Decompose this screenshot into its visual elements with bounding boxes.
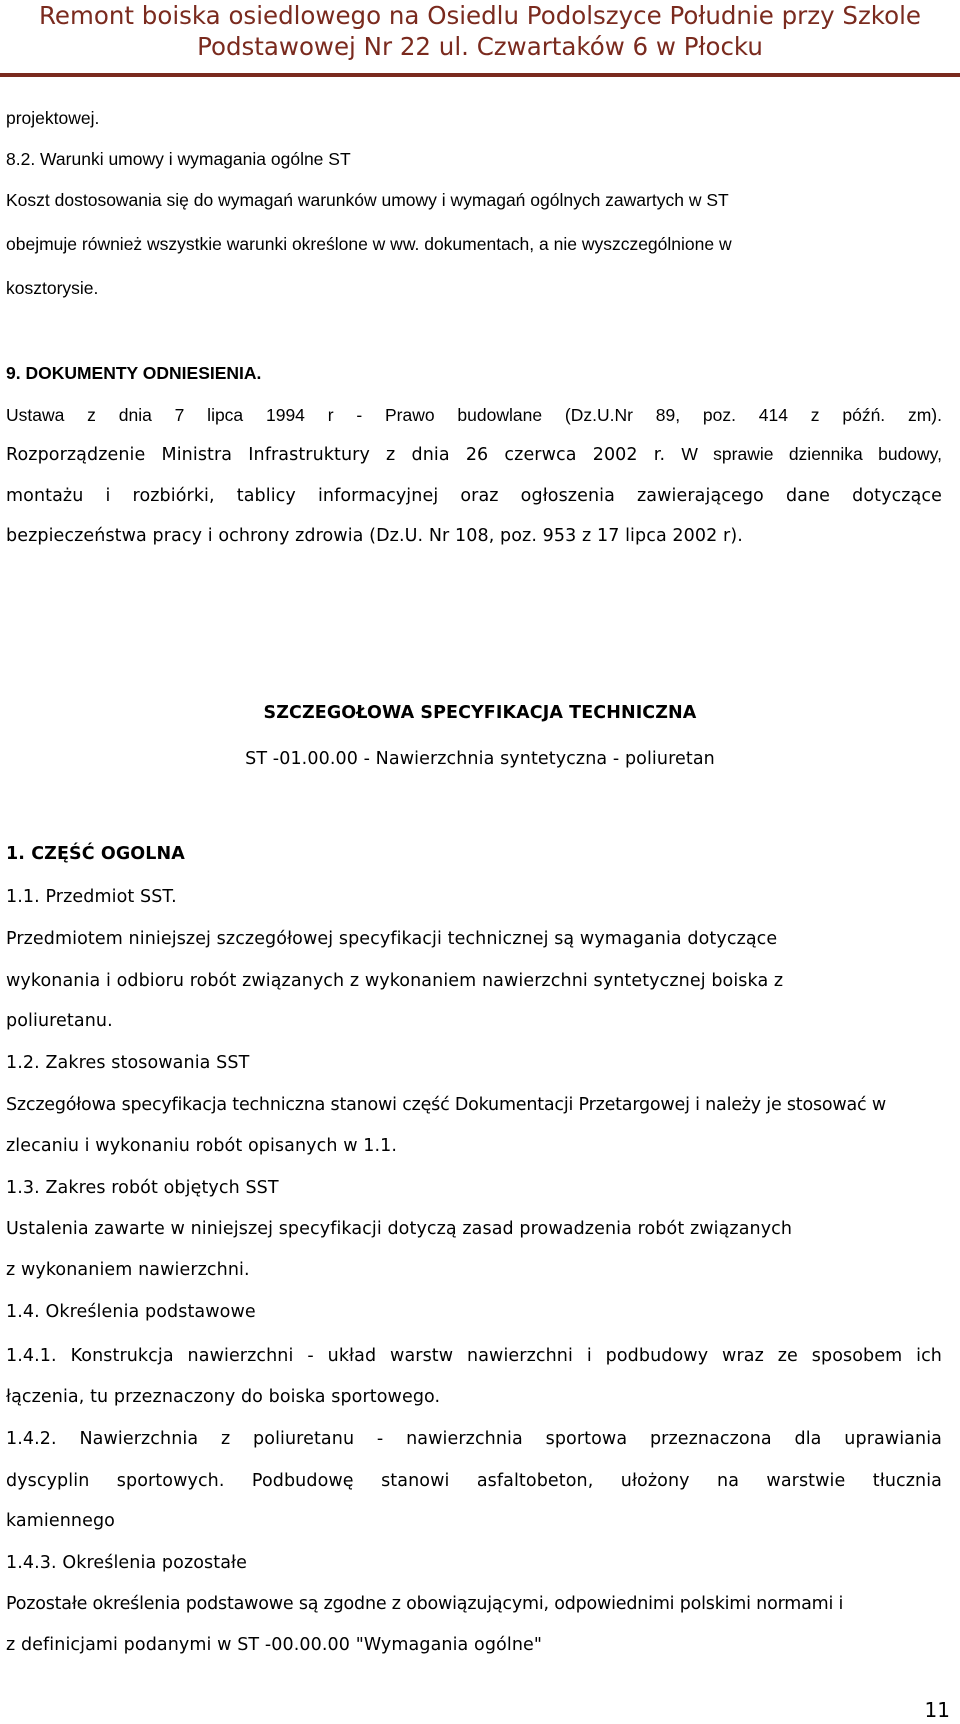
header-title-line-2: Podstawowej Nr 22 ul. Czwartaków 6 w Płocku (197, 32, 763, 61)
subsection-heading: 1.4.3. Określenia pozostałe (6, 1553, 247, 1573)
header-rule (0, 73, 960, 77)
text-line: z definicjami podanymi w ST -00.00.00 "Wymagania ogólne" (6, 1635, 543, 1655)
subsection-heading: 1.2. Zakres stosowania SST (6, 1053, 250, 1073)
text-line: Koszt dostosowania się do wymagań warunków umowy i wymagań ogólnych zawartych w ST (6, 190, 729, 210)
text-line: dyscyplin sportowych. Podbudowę stanowi asfaltobeton, ułożony na warstwie tłucznia (6, 1471, 942, 1491)
text-line: wykonania i odbioru robót związanych z wykonaniem nawierzchni syntetycznej boiska z (6, 971, 784, 991)
text-line: Ustalenia zawarte w niniejszej specyfikacji dotyczą zasad prowadzenia robót związanych (6, 1219, 793, 1239)
text-line: montażu i rozbiórki, tablicy informacyjnej oraz ogłoszenia zawierającego dane dotyczące (6, 486, 942, 506)
text-line: poliuretanu. (6, 1011, 113, 1031)
page-header (0, 0, 960, 70)
text-line (6, 443, 942, 466)
document-title: SZCZEGOŁOWA SPECYFIKACJA TECHNICZNA (263, 703, 697, 723)
text-line: Przedmiotem niniejszej szczegółowej specyfikacji technicznej są wymagania dotyczące (6, 929, 778, 949)
section-heading: 9. DOKUMENTY ODNIESIENIA. (6, 363, 262, 383)
text-line: zlecaniu i wykonaniu robót opisanych w 1.1. (6, 1136, 398, 1156)
subsection-heading: 1.1. Przedmiot SST. (6, 887, 177, 907)
text-line: Ustawa z dnia 7 lipca 1994 r - Prawo budowlane (Dz.U.Nr 89, poz. 414 z późń. zm). (6, 405, 942, 425)
text-line: łączenia, tu przeznaczony do boiska sportowego. (6, 1387, 441, 1407)
header-title-line-1: Remont boiska osiedlowego na Osiedlu Podolszyce Południe przy Szkole (39, 1, 921, 30)
document-subtitle: ST -01.00.00 - Nawierzchnia syntetyczna - poliuretan (245, 749, 715, 769)
text-line: z wykonaniem nawierzchni. (6, 1260, 250, 1280)
subsection-heading: 1.3. Zakres robót objętych SST (6, 1178, 279, 1198)
text-line: Szczegółowa specyfikacja techniczna stanowi część Dokumentacji Przetargowej i należy je stosować w (6, 1095, 886, 1115)
text-line: 1.4.2. Nawierzchnia z poliuretanu - nawierzchnia sportowa przeznaczona dla uprawiania (6, 1429, 942, 1449)
section-heading: 8.2. Warunki umowy i wymagania ogólne ST (6, 149, 351, 169)
text-line: kamiennego (6, 1511, 115, 1531)
section-heading: 1. CZĘŚĆ OGOLNA (6, 844, 185, 864)
text-line: Pozostałe określenia podstawowe są zgodne z obowiązującymi, odpowiednimi polskimi normami i (6, 1594, 844, 1614)
text-line: kosztorysie. (6, 278, 99, 298)
subsection-heading: 1.4. Określenia podstawowe (6, 1302, 256, 1322)
text-line: obejmuje również wszystkie warunki określone w ww. dokumentach, a nie wyszczególnione w (6, 234, 732, 254)
text-line: projektowej. (6, 108, 100, 128)
text-run: Rozporządzenie Ministra Infrastruktury z dnia 26 czerwca 2002 r. (6, 445, 666, 465)
text-run: W sprawie dziennika budowy, (681, 444, 942, 464)
page-number: 11 (924, 1698, 950, 1722)
text-line: 1.4.1. Konstrukcja nawierzchni - układ warstw nawierzchni i podbudowy wraz ze sposobem ich (6, 1346, 942, 1366)
text-line: bezpieczeństwa pracy i ochrony zdrowia (Dz.U. Nr 108, poz. 953 z 17 lipca 2002 r). (6, 526, 743, 546)
